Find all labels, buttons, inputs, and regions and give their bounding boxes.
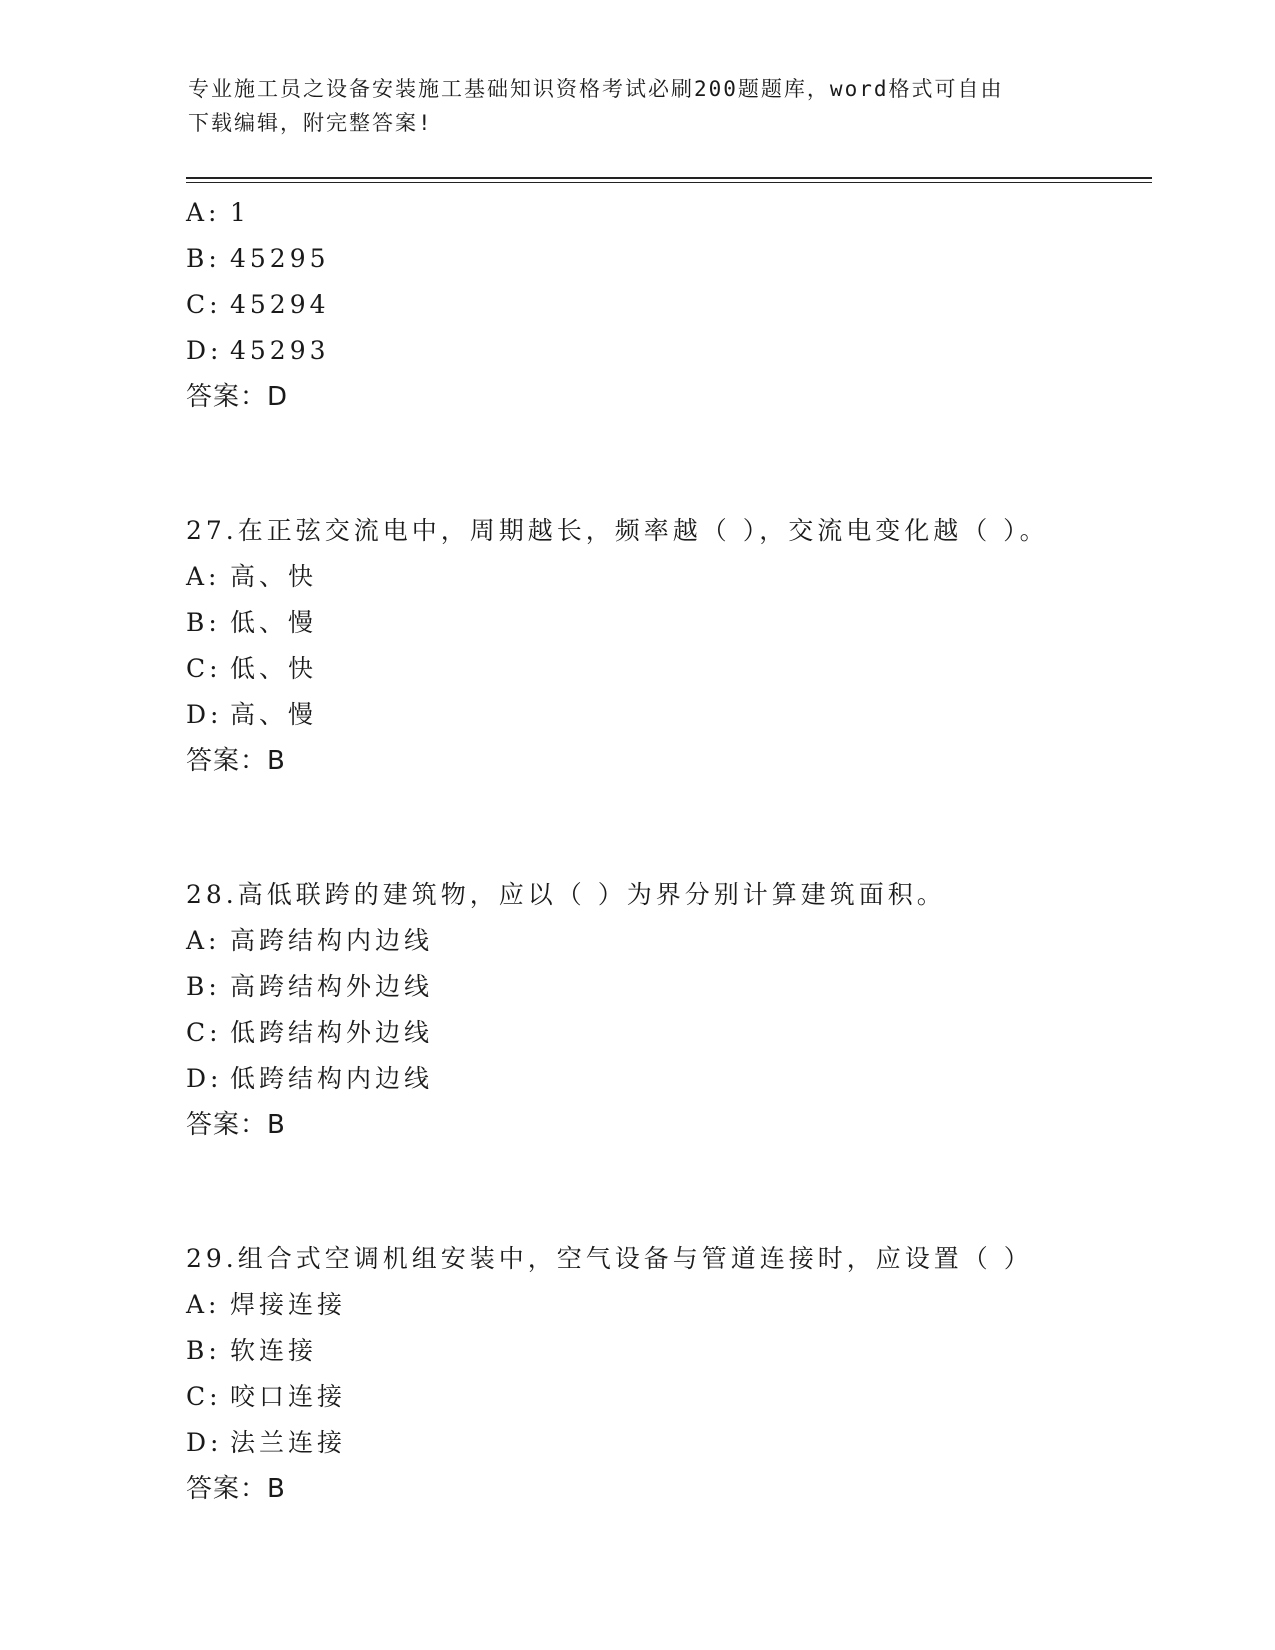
option-text: 低跨结构外边线 — [230, 1018, 434, 1047]
header-divider-thick — [186, 177, 1152, 179]
option-letter: D: — [186, 1064, 223, 1093]
option-text: 法兰连接 — [230, 1428, 347, 1457]
question-stem: 28.高低联跨的建筑物，应以（ ）为界分别计算建筑面积。 — [186, 880, 946, 909]
option-text: 高、快 — [230, 562, 318, 591]
option-text: 高跨结构外边线 — [230, 972, 434, 1001]
option-text: 45295 — [230, 244, 330, 273]
spacer — [186, 784, 1152, 872]
option-b — [186, 1328, 1152, 1374]
answer-line: 答案：D — [186, 382, 289, 412]
option-letter: C: — [186, 1018, 222, 1047]
question-block-28 — [186, 872, 1152, 1148]
option-c — [186, 646, 1152, 692]
option-letter: A: — [186, 198, 221, 227]
answer-line: 答案：B — [186, 746, 286, 776]
option-text: 焊接连接 — [230, 1290, 347, 1319]
option-b — [186, 964, 1152, 1010]
option-text: 1 — [230, 198, 250, 227]
option-letter: B: — [186, 1336, 221, 1365]
option-text: 咬口连接 — [230, 1382, 347, 1411]
option-text: 45293 — [230, 336, 330, 365]
option-letter: D: — [186, 700, 223, 729]
option-letter: D: — [186, 1428, 223, 1457]
spacer — [186, 1148, 1152, 1236]
option-d — [186, 1420, 1152, 1466]
header-divider-thin — [186, 182, 1152, 183]
option-letter: D: — [186, 336, 223, 365]
option-letter: A: — [186, 1290, 221, 1319]
question-stem: 29.组合式空调机组安装中，空气设备与管道连接时，应设置（ ） — [186, 1244, 1033, 1273]
option-text: 低、慢 — [230, 608, 318, 637]
option-a — [186, 190, 1152, 236]
header-line-1: 专业施工员之设备安装施工基础知识资格考试必刷200题题库，word格式可自由 — [188, 77, 1004, 101]
question-block-prev — [186, 190, 1152, 420]
option-c — [186, 1374, 1152, 1420]
option-text: 高、慢 — [230, 700, 318, 729]
option-text: 45294 — [230, 290, 330, 319]
option-letter: B: — [186, 244, 221, 273]
option-letter: B: — [186, 608, 221, 637]
question-list — [186, 190, 1152, 1512]
question-stem: 27.在正弦交流电中，周期越长，频率越（ ），交流电变化越（ ）。 — [186, 516, 1049, 545]
option-letter: A: — [186, 562, 221, 591]
option-text: 低、快 — [230, 654, 318, 683]
answer-line: 答案：B — [186, 1110, 286, 1140]
option-letter: C: — [186, 290, 222, 319]
answer-line: 答案：B — [186, 1474, 286, 1504]
option-b — [186, 600, 1152, 646]
option-d — [186, 1056, 1152, 1102]
option-text: 高跨结构内边线 — [230, 926, 434, 955]
option-text: 软连接 — [230, 1336, 318, 1365]
option-letter: A: — [186, 926, 221, 955]
question-block-27 — [186, 508, 1152, 784]
question-block-29 — [186, 1236, 1152, 1512]
option-c — [186, 1010, 1152, 1056]
option-a — [186, 1282, 1152, 1328]
option-b — [186, 236, 1152, 282]
option-letter: C: — [186, 1382, 222, 1411]
option-text: 低跨结构内边线 — [230, 1064, 434, 1093]
option-letter: C: — [186, 654, 222, 683]
spacer — [186, 420, 1152, 508]
header-line-2: 下载编辑，附完整答案! — [188, 111, 433, 135]
option-d — [186, 692, 1152, 738]
document-header — [188, 72, 1088, 140]
option-a — [186, 554, 1152, 600]
option-d — [186, 328, 1152, 374]
option-letter: B: — [186, 972, 221, 1001]
option-c — [186, 282, 1152, 328]
option-a — [186, 918, 1152, 964]
